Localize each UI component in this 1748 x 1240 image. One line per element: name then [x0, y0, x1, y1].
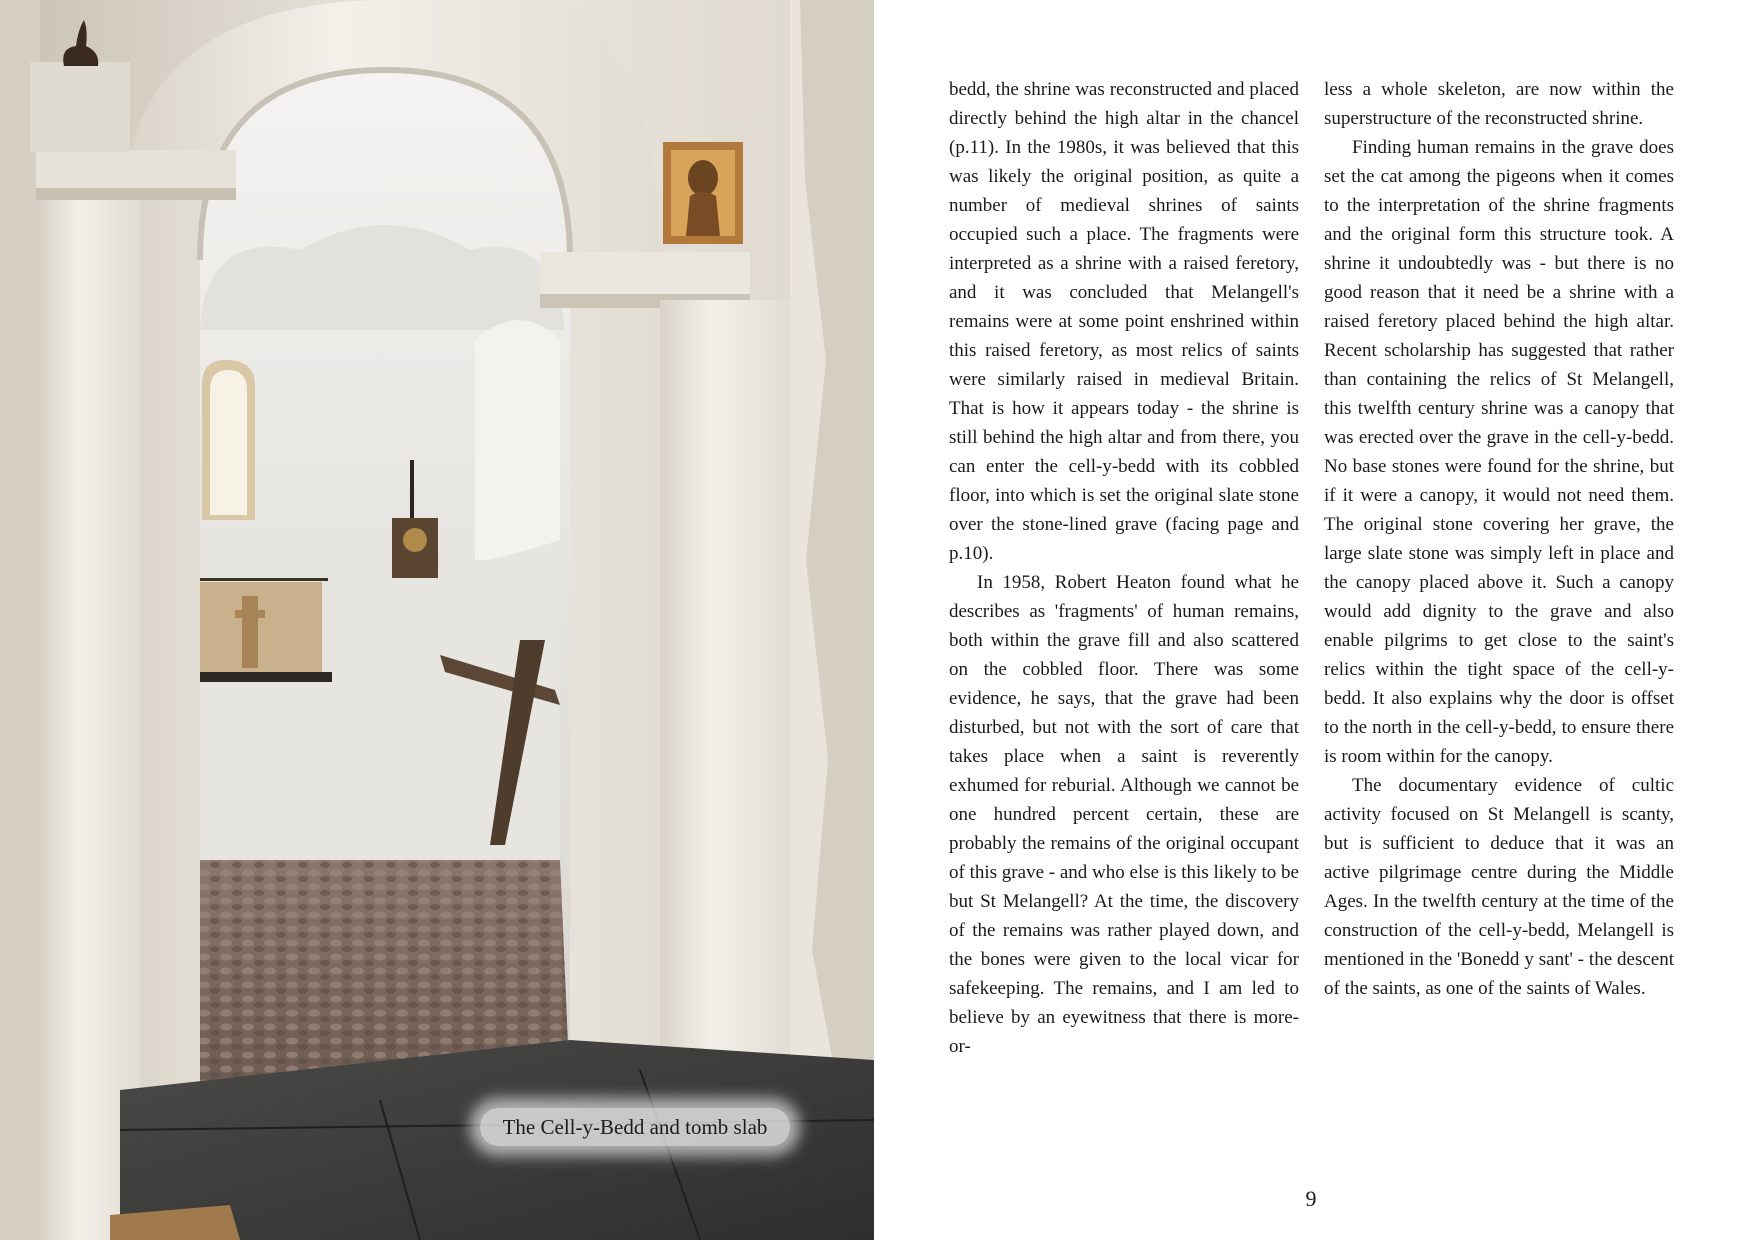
- text-page: [874, 0, 1748, 1240]
- paragraph: The documentary evidence of cultic activity focused on St Melangell is scanty, but is sufficient to deduce that it was an active pilgrimage centre during the Middle Ages. In the twelfth century at the time of the construction of the cell-y-bedd, Melangell is mentioned in the 'Bonedd y sant' - the descent of the saints, as one of the saints of Wales.: [1324, 775, 1674, 999]
- paragraph: Finding human remains in the grave does set the cat among the pigeons when it comes to the interpretation of the shrine fragments and the original form this structure took. A shrine it undoubtedly was - but there is no good reason that it need be a shrine with a raised feretory placed behind the high altar. Recent scholarship has suggested that rather than containing the relics of St Melangell, this twelfth century shrine was a canopy that was erected over the grave in the cell-y-bedd. No base stones were found for the shrine, but if it were a canopy, it would not need them. The original stone covering her grave, the large slate stone was simply left in place and the canopy placed above it. Such a canopy would add dignity to the grave and also enable pilgrims to get close to the saint's relics within the tight space of the cell-y-bedd. It also explains why the door is offset to the north in the cell-y-bedd, to ensure there is room within for the canopy.: [1324, 137, 1674, 767]
- paragraph: In 1958, Robert Heaton found what he describes as 'fragments' of human remains, both within the grave fill and also scattered on the cobbled floor. There was some evidence, he says, that the grave had been disturbed, but not with the sort of care that takes place when a saint is reverently exhumed for reburial. Although we cannot be one hundred percent certain, these are probably the remains of the original occupant of this grave - and who else is this likely to be but St Melangell? At the time, the discovery of the remains was rather played down, and the bones were given to the local vicar for safekeeping. The remains, and I am led to believe by an eyewitness that there is more-or-: [949, 572, 1299, 1057]
- paragraph: less a whole skeleton, are now within the superstructure of the reconstructed shrine.: [1324, 79, 1674, 129]
- text-column-left: [949, 75, 1299, 1061]
- paragraph: bedd, the shrine was reconstructed and placed directly behind the high altar in the chancel (p.11). In the 1980s, it was believed that this was likely the original position, as quite a number of medieval shrines of saints occupied such a place. The fragments were interpreted as a shrine with a raised feretory, and it was concluded that Melangell's remains were at some point enshrined within this raised feretory, as most relics of saints were similarly raised in medieval Britain. That is how it appears today - the shrine is still behind the high altar and from there, you can enter the cell-y-bedd with its cobbled floor, into which is set the original slate stone over the stone-lined grave (facing page and p.10).: [949, 79, 1299, 564]
- photo-caption: The Cell-y-Bedd and tomb slab: [480, 1108, 790, 1146]
- page-number: 9: [1305, 1186, 1317, 1211]
- text-column-right: [1324, 75, 1674, 1003]
